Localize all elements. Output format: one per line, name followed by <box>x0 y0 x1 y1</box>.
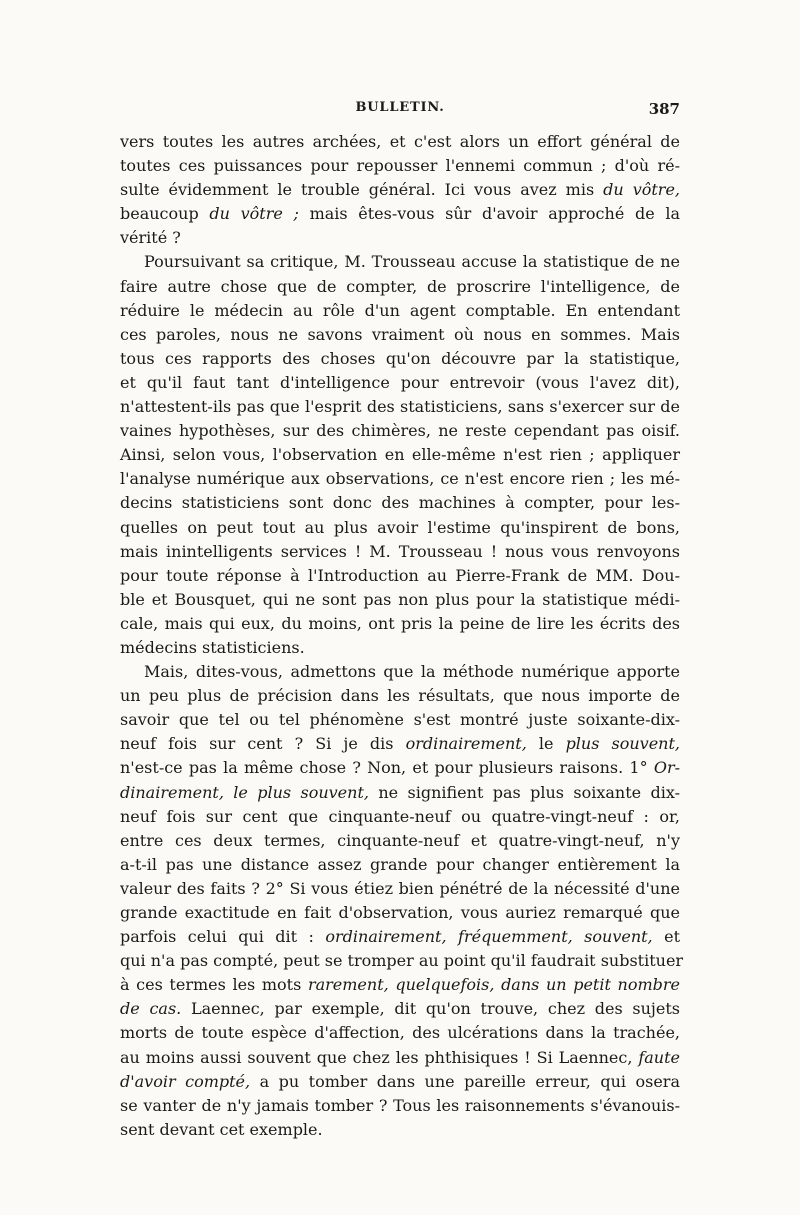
text-line-22: médecins statisticiens. <box>120 637 305 657</box>
text-line-40: d'avoir compté, a pu tomber dans une pareille erreur, qui osera <box>120 1071 680 1091</box>
text-line-16: decins statisticiens sont donc des machines à compter, pour les- <box>120 493 680 513</box>
text-line-2: toutes ces puissances pour repousser l'ennemi commun ; d'où ré- <box>120 156 680 176</box>
text-line-26: neuf fois sur cent ? Si je dis ordinairement, le plus souvent, <box>120 734 681 754</box>
text-line-19: pour toute réponse à l'Introduction au Pierre-Frank de MM. Dou- <box>120 565 680 585</box>
text-line-28: dinairement, le plus souvent, ne signifient pas plus soixante dix- <box>120 782 681 802</box>
text-line-30: entre ces deux termes, cinquante-neuf et quatre-vingt-neuf, n'y <box>120 830 680 850</box>
text-line-41: se vanter de n'y jamais tomber ? Tous les raisonnements s'évanouis- <box>120 1095 680 1115</box>
text-line-42: sent devant cet exemple. <box>120 1119 323 1139</box>
text-line-36: à ces termes les mots rarement, quelquefois, dans un petit nombre <box>120 975 681 995</box>
text-line-34: parfois celui qui dit : ordinairement, fréquemment, souvent, et <box>120 927 680 947</box>
text-line-4: beaucoup du vôtre ; mais êtes-vous sûr d'avoir approché de la <box>120 204 681 224</box>
text-line-12: n'attestent-ils pas que l'esprit des statisticiens, sans s'exercer sur de <box>120 397 680 417</box>
text-line-20: ble et Bousquet, qui ne sont pas non plus pour la statistique médi- <box>120 589 680 609</box>
text-line-13: vaines hypothèses, sur des chimères, ne reste cependant pas oisif. <box>120 421 680 441</box>
text-line-23: Mais, dites-vous, admettons que la méthode numérique apporte <box>144 662 680 682</box>
page-number: 387 <box>648 100 680 118</box>
text-line-3: sulte évidemment le trouble général. Ici vous avez mis du vôtre, <box>120 180 680 200</box>
text-line-5: vérité ? <box>120 228 181 248</box>
text-line-35: qui n'a pas compté, peut se tromper au point qu'il faudrait substituer <box>120 951 684 971</box>
text-line-33: grande exactitude en fait d'observation, vous auriez remarqué que <box>120 903 680 922</box>
text-line-25: savoir que tel ou tel phénomène s'est montré juste soixante-dix- <box>120 710 680 730</box>
text-line-21: cale, mais qui eux, du moins, ont pris la peine de lire les écrits des <box>120 613 680 633</box>
text-line-7: faire autre chose que de compter, de proscrire l'intelligence, de <box>120 276 680 296</box>
text-line-39: au moins aussi souvent que chez les phthisiques ! Si Laennec, faute <box>120 1047 680 1067</box>
text-line-37: de cas. Laennec, par exemple, dit qu'on trouve, chez des sujets <box>120 999 681 1019</box>
text-line-38: morts de toute espèce d'affection, des ulcérations dans la trachée, <box>120 1023 680 1043</box>
text-line-29: neuf fois sur cent que cinquante-neuf ou quatre-vingt-neuf : or, <box>120 806 680 826</box>
text-line-14: Ainsi, selon vous, l'observation en elle-même n'est rien ; appliquer <box>120 445 680 465</box>
text-line-32: valeur des faits ? 2° Si vous étiez bien pénétré de la nécessité d'une <box>120 878 680 898</box>
text-line-10: tous ces rapports des choses qu'on découvre par la statistique, <box>120 348 680 368</box>
text-line-31: a-t-il pas une distance assez grande pour changer entièrement la <box>120 854 680 874</box>
running-head-title: BULLETIN. <box>355 100 445 115</box>
text-line-8: réduire le médecin au rôle d'un agent comptable. En entendant <box>120 300 680 320</box>
text-line-27: n'est-ce pas la même chose ? Non, et pour plusieurs raisons. 1° Or- <box>120 758 680 778</box>
text-line-18: mais inintelligents services ! M. Trousseau ! nous vous renvoyons <box>120 541 680 561</box>
body-text <box>120 130 684 1142</box>
text-line-6: Poursuivant sa critique, M. Trousseau accuse la statistique de ne <box>144 252 680 272</box>
text-line-9: ces paroles, nous ne savons vraiment où nous en sommes. Mais <box>120 324 680 344</box>
text-line-11: et qu'il faut tant d'intelligence pour entrevoir (vous l'avez dit), <box>120 372 680 392</box>
running-head <box>120 100 680 124</box>
text-line-1: vers toutes les autres archées, et c'est alors un effort général de <box>120 132 680 151</box>
text-line-17: quelles on peut tout au plus avoir l'estime qu'inspirent de bons, <box>120 517 680 537</box>
text-line-15: l'analyse numérique aux observations, ce n'est encore rien ; les mé- <box>120 469 680 489</box>
text-line-24: un peu plus de précision dans les résultats, que nous importe de <box>120 686 680 706</box>
